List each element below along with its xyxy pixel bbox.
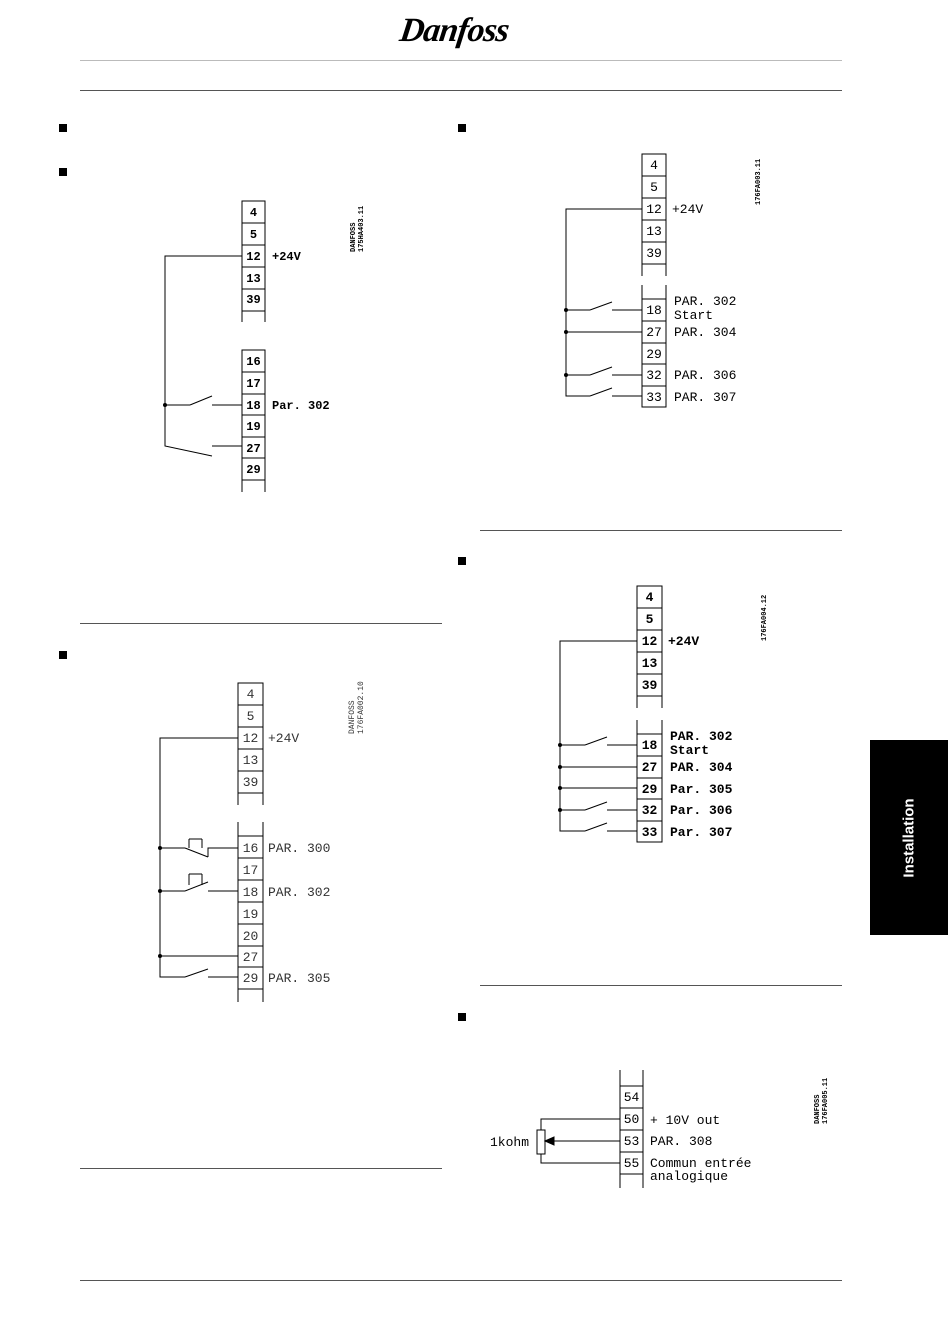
- d2-label-par306: PAR. 306: [674, 368, 737, 383]
- d2-t-13: 13: [646, 224, 662, 239]
- d5-code-line2: 176FA005.11: [822, 1077, 830, 1124]
- d1-wiring: [164, 256, 243, 456]
- d5-t-55: 55: [623, 1156, 640, 1171]
- d2-t-32: 32: [646, 368, 662, 383]
- d2-wiring: [565, 209, 643, 396]
- d3-figure-code: [761, 595, 769, 641]
- d3-t-29: 29: [641, 782, 658, 797]
- d2-t-39: 39: [646, 246, 662, 261]
- d4-t-29: 29: [242, 971, 259, 986]
- d1-t-18: 18: [246, 399, 261, 413]
- d2-t-29: 29: [646, 347, 662, 362]
- d4-t-16: 16: [242, 841, 259, 856]
- d4-wiring: [159, 738, 239, 977]
- d3-t-18: 18: [641, 738, 658, 753]
- d2-figure-code: [755, 159, 763, 205]
- d1-labels: [246, 206, 329, 477]
- d4-t-20: 20: [242, 929, 259, 944]
- d1-t-5: 5: [249, 228, 258, 242]
- d2-t-18: 18: [646, 303, 662, 318]
- d1-t-13: 13: [246, 272, 261, 286]
- d2-t-33: 33: [646, 390, 662, 405]
- d2-label-par304: PAR. 304: [674, 325, 737, 340]
- d5-labels: [490, 1090, 751, 1184]
- d3-t-5: 5: [645, 612, 654, 627]
- d2-t-5: 5: [650, 180, 658, 195]
- d4-code-line2: 176FA002.10: [357, 681, 366, 734]
- d3-t-27: 27: [641, 760, 658, 775]
- d4-t-5: 5: [246, 709, 255, 724]
- d1-t-19: 19: [246, 420, 261, 434]
- d1-t-27: 27: [246, 442, 261, 456]
- d2-t-4: 4: [650, 158, 658, 173]
- d4-label-par300: PAR. 300: [268, 841, 331, 856]
- d2-label-par302: PAR. 302: [674, 294, 737, 309]
- d1-t-39: 39: [246, 293, 261, 307]
- d3-t-33: 33: [641, 825, 658, 840]
- d1-figure-code: [350, 206, 366, 252]
- d1-code-line2: 175HA403.11: [358, 205, 366, 252]
- d4-code-line1: DANFOSS: [348, 700, 357, 734]
- d5-label-commun: Commun entrée: [650, 1156, 752, 1171]
- d3-label-start: Start: [670, 743, 710, 758]
- d1-code-line1: DANFOSS: [350, 222, 358, 252]
- d2-label-start: Start: [674, 308, 714, 323]
- d3-label-par304: PAR. 304: [670, 760, 733, 775]
- d5-t-53: 53: [623, 1134, 640, 1149]
- d3-t-4: 4: [645, 590, 654, 605]
- d2-t-12: 12: [646, 202, 662, 217]
- d2-label-par307: PAR. 307: [674, 390, 737, 405]
- d1-label-par302: Par. 302: [272, 399, 330, 413]
- d2-t-27: 27: [646, 325, 662, 340]
- d3-label-par307: Par. 307: [670, 825, 733, 840]
- d3-t-32: 32: [641, 803, 658, 818]
- d5-t-54: 54: [623, 1090, 640, 1105]
- d1-label-24v: +24V: [272, 250, 301, 264]
- d4-t-19: 19: [242, 907, 259, 922]
- d5-label-par308: PAR. 308: [650, 1134, 713, 1149]
- d3-labels: [642, 590, 733, 840]
- d5-label-resistor: 1kohm: [490, 1135, 530, 1150]
- d3-label-par302: PAR. 302: [670, 729, 733, 744]
- d2-code: 176FA003.11: [755, 158, 763, 205]
- d4-t-17: 17: [242, 863, 259, 878]
- d5-code-line1: DANFOSS: [814, 1094, 822, 1124]
- d3-code: 176FA004.12: [761, 594, 769, 641]
- d1-t-29: 29: [246, 463, 261, 477]
- d1-t-4: 4: [249, 206, 258, 220]
- d5-label-10v: + 10V out: [650, 1113, 721, 1128]
- d1-t-17: 17: [246, 377, 261, 391]
- d4-t-39: 39: [242, 775, 259, 790]
- d4-t-4: 4: [246, 687, 255, 702]
- d5-t-50: 50: [623, 1112, 640, 1127]
- d4-t-18: 18: [242, 885, 259, 900]
- d4-t-27: 27: [242, 950, 259, 965]
- d5-figure-code: [814, 1078, 830, 1124]
- d1-t-16: 16: [246, 355, 261, 369]
- side-tab-label: Installation: [900, 797, 918, 878]
- d3-wiring: [559, 641, 638, 831]
- d4-label-par305: PAR. 305: [268, 971, 331, 986]
- d4-figure-code: [348, 681, 366, 734]
- d3-t-39: 39: [641, 678, 658, 693]
- d3-t-12: 12: [641, 634, 658, 649]
- d4-t-13: 13: [242, 753, 259, 768]
- d5-label-analog: analogique: [650, 1169, 729, 1184]
- d4-label-24v: +24V: [268, 731, 300, 746]
- d3-label-24v: +24V: [668, 634, 700, 649]
- d1-t-12: 12: [246, 250, 261, 264]
- d3-label-par306: Par. 306: [670, 803, 733, 818]
- d4-t-12: 12: [242, 731, 259, 746]
- d2-labels: [646, 158, 736, 405]
- d3-label-par305: Par. 305: [670, 782, 733, 797]
- d2-label-24v: +24V: [672, 202, 704, 217]
- d3-t-13: 13: [641, 656, 658, 671]
- d4-label-par302: PAR. 302: [268, 885, 331, 900]
- brand-logo: Danfoss: [397, 12, 511, 49]
- d5-wiring: [537, 1119, 620, 1163]
